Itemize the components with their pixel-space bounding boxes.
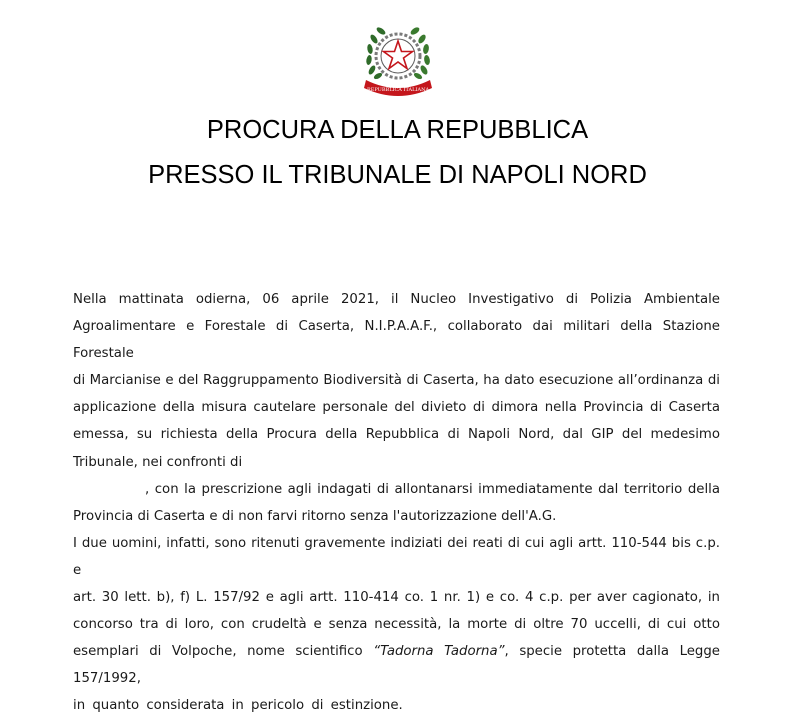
body-line: di Marcianise e del Raggruppamento Biodiversità di Caserta, ha dato esecuzione all’ordinanza di — [73, 373, 720, 389]
body-line: , con la prescrizione agli indagati di allontanarsi immediatamente dal territorio della — [145, 481, 720, 497]
body-line-species — [73, 638, 720, 692]
body-line: Provincia di Caserta e di non farvi ritorno senza l'autorizzazione dell'A.G. — [73, 508, 557, 524]
body-line: Nella mattinata odierna, 06 aprile 2021, il Nucleo Investigativo di Polizia Ambientale — [73, 292, 720, 307]
press-release-body — [73, 286, 720, 720]
body-line: concorso tra di loro, con crudeltà e senza necessità, la morte di oltre 70 uccelli, di cui otto — [73, 617, 720, 633]
body-line: in quanto considerata in pericolo di estinzione. — [73, 698, 403, 714]
page-title-line-2: PRESSO IL TRIBUNALE DI NAPOLI NORD — [148, 161, 647, 189]
emblem-ribbon-text: REPUBBLICA ITALIANA — [366, 87, 430, 93]
body-line: Tribunale, nei confronti di — [73, 454, 243, 470]
page-title-line-1: PROCURA DELLA REPUBBLICA — [206, 116, 589, 144]
body-line: applicazione della misura cautelare personale del divieto di dimora nella Provincia di Caserta — [73, 400, 720, 416]
body-line: emessa, su richiesta della Procura della Repubblica di Napoli Nord, dal GIP del medesimo — [73, 427, 720, 443]
body-line: art. 30 lett. b), f) L. 157/92 e agli artt. 110-414 co. 1 nr. 1) e co. 4 c.p. per aver cagionato, in — [73, 590, 720, 606]
species-text-after: , specie protetta dalla Legge 157/1992, — [73, 644, 720, 687]
species-scientific-name: “Tadorna Tadorna” — [373, 644, 505, 660]
species-text-before: esemplari di Volpoche, nome scientifico — [73, 644, 374, 660]
body-line: Agroalimentare e Forestale di Caserta, N.I.P.A.A.F., collaborato dai militari della Stazione Forestale — [73, 319, 720, 362]
body-line: I due uomini, infatti, sono ritenuti gravemente indiziati dei reati di cui agli artt. 110-544 bis c.p. e — [73, 535, 720, 578]
italian-republic-emblem-icon — [360, 18, 436, 98]
